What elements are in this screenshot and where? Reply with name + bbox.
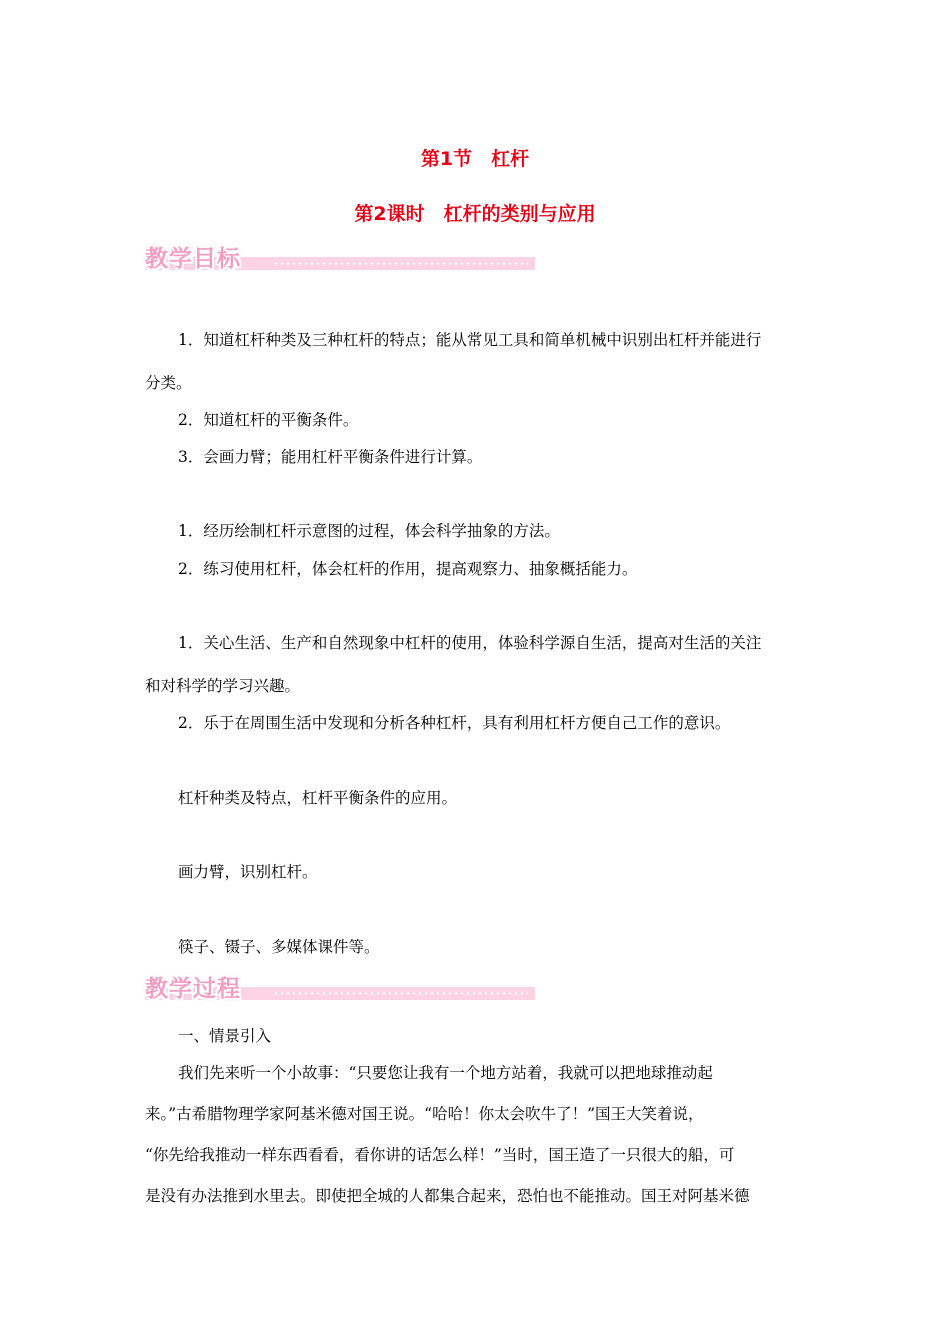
paragraph: “你先给我推动一样东西看看，看你讲的话怎么样！”当时，国王造了一只很大的船，可 [145, 1146, 735, 1164]
paragraph: 来。”古希腊物理学家阿基米德对国王说。“哈哈！你太会吹牛了！”国王大笑着说， [145, 1105, 704, 1123]
lesson-title: 第2课时 杠杆的类别与应用 [354, 203, 596, 225]
paragraph: 2．知道杠杆的平衡条件。 [178, 411, 359, 429]
paragraph: 1．经历绘制杠杆示意图的过程，体会科学抽象的方法。 [178, 522, 560, 540]
process-banner [145, 970, 535, 1000]
paragraph: 分类。 [145, 374, 192, 392]
process-banner-label: 教学过程 [145, 976, 241, 1002]
paragraph: 2．乐于在周围生活中发现和分析各种杠杆，具有利用杠杆方便自己工作的意识。 [178, 714, 731, 732]
paragraph: 1．知道杠杆种类及三种杠杆的特点；能从常见工具和简单机械中识别出杠杆并能进行 [178, 331, 762, 349]
banner-dots [273, 992, 528, 995]
goals-banner-label: 教学目标 [145, 246, 241, 272]
paragraph: 3．会画力臂；能用杠杆平衡条件进行计算。 [178, 448, 483, 466]
section-title: 第1节 杠杆 [420, 148, 530, 170]
paragraph: 杠杆种类及特点，杠杆平衡条件的应用。 [178, 789, 458, 807]
paragraph: 是没有办法推到水里去。即使把全城的人都集合起来，恐怕也不能推动。国王对阿基米德 [145, 1187, 750, 1205]
paragraph: 1．关心生活、生产和自然现象中杠杆的使用，体验科学源自生活，提高对生活的关注 [178, 634, 762, 652]
paragraph: 2．练习使用杠杆，体会杠杆的作用，提高观察力、抽象概括能力。 [178, 560, 638, 578]
goals-banner [145, 240, 535, 270]
paragraph: 我们先来听一个小故事：“只要您让我有一个地方站着，我就可以把地球推动起 [178, 1064, 713, 1082]
paragraph: 和对科学的学习兴趣。 [145, 677, 301, 695]
paragraph: 筷子、镊子、多媒体课件等。 [178, 938, 380, 956]
paragraph: 一、情景引入 [178, 1027, 272, 1045]
paragraph: 画力臂，识别杠杆。 [178, 863, 318, 881]
banner-dots [273, 262, 528, 265]
